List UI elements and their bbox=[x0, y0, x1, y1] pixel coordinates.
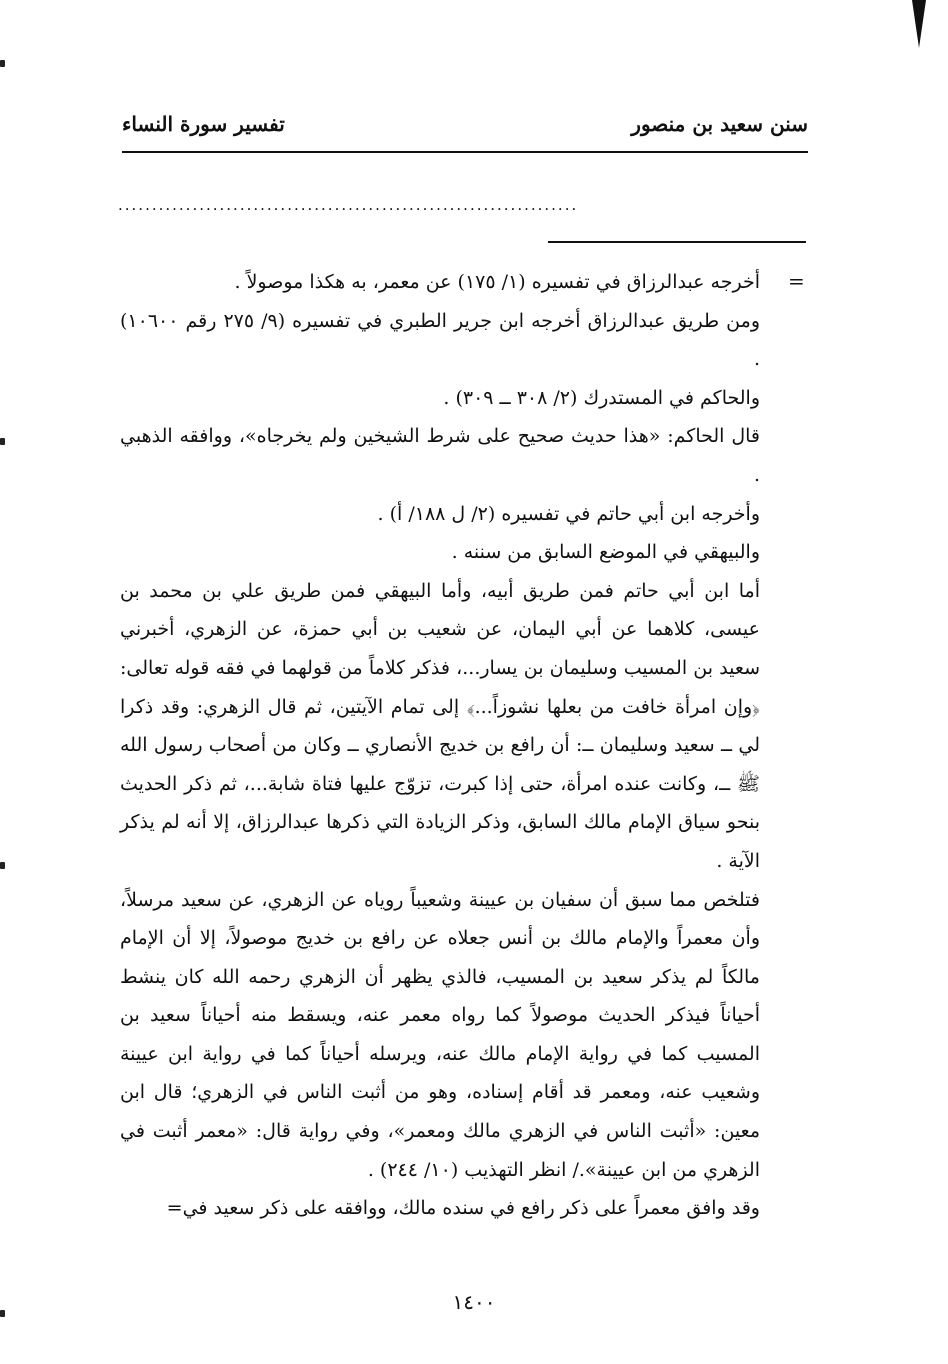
footnote-text bbox=[120, 263, 760, 1228]
footnote-separator-rule bbox=[548, 241, 806, 243]
scan-edge-mark bbox=[0, 862, 5, 869]
book-title: سنن سعيد بن منصور bbox=[631, 112, 808, 136]
footnote-paragraph: أخرجه عبدالرزاق في تفسيره (١/ ١٧٥) عن معمر، به هكذا موصولاً . bbox=[234, 271, 760, 293]
footnote-paragraph: وقد وافق معمراً على ذكر رافع في سنده مالك، ووافقه على ذكر سعيد في= bbox=[166, 1197, 760, 1220]
scan-edge-mark bbox=[0, 438, 5, 445]
header-rule bbox=[122, 151, 808, 153]
chapter-title: تفسير سورة النساء bbox=[122, 112, 285, 136]
footnote-paragraph: أما ابن أبي حاتم فمن طريق أبيه، وأما البيهقي فمن طريق علي بن محمد بن عيسى، كلاهما عن أبي اليمان، عن شعيب بن أبي حمزة، عن الزهري، أخبرني سعيد بن المسيب وسليمان بن يسار...، فذكر كلاماً من قولهما في فقه قوله تعالى: ﴿وإن امرأة خافت من بعلها نشوزاً...﴾ إلى تمام الآيتين، ثم قال الزهري: وقد ذكرا لي ــ سعيد وسليمان ــ: أن رافع بن خديج الأنصاري ــ وكان من أصحاب رسول الله ﷺ ــ، وكانت عنده امرأة، حتى إذا كبرت، تزوّج عليها فتاة شابة...، ثم ذكر الحديث بنحو سياق الإمام مالك السابق، وذكر الزيادة التي ذكرها عبدالرزاق، إلا أنه لم يذكر الآية . bbox=[120, 579, 760, 872]
footnote-continuation-marker: = bbox=[788, 269, 805, 293]
footnote-paragraph: فتلخص مما سبق أن سفيان بن عيينة وشعيباً روياه عن الزهري، عن سعيد مرسلاً، وأن معمراً والإمام مالك بن أنس جعلاه عن رافع بن خديج موصولاً، إلا أن الإمام مالكاً لم يذكر سعيد بن المسيب، فالذي يظهر أن الزهري رحمه الله كان ينشط أحياناً فيذكر الحديث موصولاً كما رواه معمر عنه، ويسقط منه أحياناً سعيد بن المسيب كما في رواية الإمام مالك عنه، ويرسله أحياناً كما في رواية ابن عيينة وشعيب عنه، ومعمر قد أقام إسناده، وهو من أثبت الناس في الزهري؛ قال ابن معين: «أثبت الناس في الزهري مالك ومعمر»، وفي رواية قال: «معمر أثبت في الزهري من ابن عيينة»./ انظر التهذيب (١٠/ ٢٤٤) . bbox=[120, 888, 760, 1181]
page-number: ١٤٠٠ bbox=[452, 1290, 496, 1314]
footnote-paragraph: ومن طريق عبدالرزاق أخرجه ابن جرير الطبري في تفسيره (٩/ ٢٧٥ رقم ١٠٦٠٠) . bbox=[120, 309, 760, 371]
footnote-paragraph: قال الحاكم: «هذا حديث صحيح على شرط الشيخين ولم يخرجاه»، ووافقه الذهبي . bbox=[120, 425, 760, 486]
footnote-paragraph: والحاكم في المستدرك (٢/ ٣٠٨ ــ ٣٠٩) . bbox=[443, 386, 760, 409]
footnote-paragraph: وأخرجه ابن أبي حاتم في تفسيره (٢/ ل ١٨٨/ أ) . bbox=[377, 502, 760, 525]
scan-edge-mark bbox=[0, 60, 5, 67]
dotted-separator: .................................................................... bbox=[118, 200, 579, 210]
running-header bbox=[122, 112, 808, 144]
page-corner-mark bbox=[912, 0, 926, 48]
footnote-paragraph: والبيهقي في الموضع السابق من سننه . bbox=[451, 541, 760, 564]
